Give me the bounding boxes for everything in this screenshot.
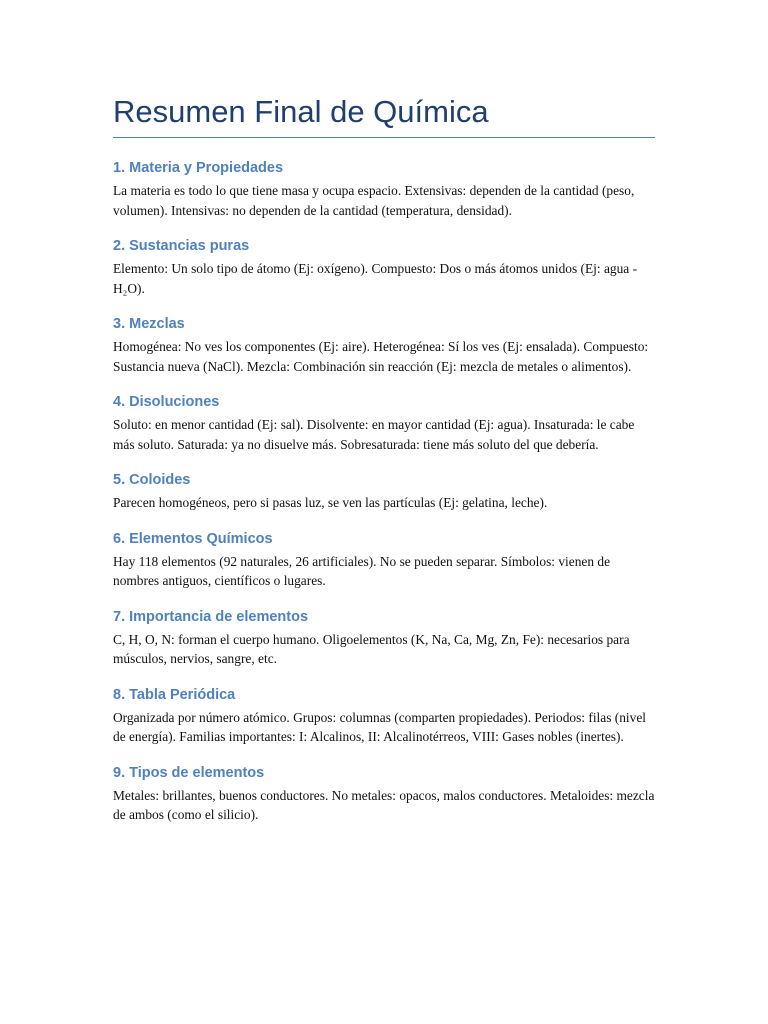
- section-body: Metales: brillantes, buenos conductores. No metales: opacos, malos conductores. Metaloides: mezcla de ambos (como el silicio).: [113, 787, 655, 822]
- section-materia: [113, 158, 655, 220]
- section-heading: 3. Mezclas: [113, 316, 185, 332]
- section-body: Organizada por número atómico. Grupos: columnas (comparten propiedades). Periodos: filas (nivel de energía). Familias importantes: I: Alcalinos, II: Alcalinotérreos, VIII: Gases nobles (inertes).: [113, 709, 646, 744]
- section-body: Elemento: Un solo tipo de átomo (Ej: oxígeno). Compuesto: Dos o más átomos unidos (Ej: agua - H₂O).: [113, 261, 638, 296]
- section-coloides: [113, 470, 655, 513]
- section-heading: 4. Disoluciones: [113, 394, 220, 410]
- title-underline: [113, 137, 655, 138]
- section-heading: 8. Tabla Periódica: [113, 686, 236, 703]
- section-body: Homogénea: No ves los componentes (Ej: aire). Heterogénea: Sí los ves (Ej: ensalada). Compuesto: Sustancia nueva (NaCl). Mezcla: Combinación sin reacción (Ej: mezcla de metales o alimentos).: [113, 339, 649, 374]
- section-body: Soluto: en menor cantidad (Ej: sal). Disolvente: en mayor cantidad (Ej: agua). Insaturada: le cabe más soluto. Saturada: ya no disuelve más. Sobresaturada: tiene más soluto del que debería.: [113, 417, 635, 452]
- section-body: La materia es todo lo que tiene masa y ocupa espacio. Extensivas: dependen de la cantidad (peso, volumen). Intensivas: no dependen de la cantidad (temperatura, densidad).: [113, 183, 635, 218]
- section-tabla-periodica: [113, 685, 655, 747]
- section-sustancias-puras: [113, 236, 655, 298]
- section-heading: 1. Materia y Propiedades: [113, 160, 284, 176]
- section-elementos-quimicos: [113, 529, 655, 591]
- section-disoluciones: [113, 392, 655, 454]
- section-heading: 5. Coloides: [113, 472, 191, 488]
- document-title: Resumen Final de Química: [113, 94, 489, 129]
- section-heading: 6. Elementos Químicos: [113, 530, 273, 547]
- section-body: Hay 118 elementos (92 naturales, 26 artificiales). No se pueden separar. Símbolos: vienen de nombres antiguos, científicos o lugares.: [113, 553, 611, 588]
- section-body: C, H, O, N: forman el cuerpo humano. Oligoelementos (K, Na, Ca, Mg, Zn, Fe): necesarios para músculos, nervios, sangre, etc.: [113, 631, 630, 666]
- section-heading: 2. Sustancias puras: [113, 238, 250, 254]
- section-mezclas: [113, 314, 655, 376]
- section-heading: 9. Tipos de elementos: [113, 764, 265, 781]
- section-tipos-elementos: [113, 763, 655, 825]
- section-body: Parecen homogéneos, pero si pasas luz, se ven las partículas (Ej: gelatina, leche).: [113, 495, 548, 510]
- section-importancia-elementos: [113, 607, 655, 669]
- section-heading: 7. Importancia de elementos: [113, 608, 309, 625]
